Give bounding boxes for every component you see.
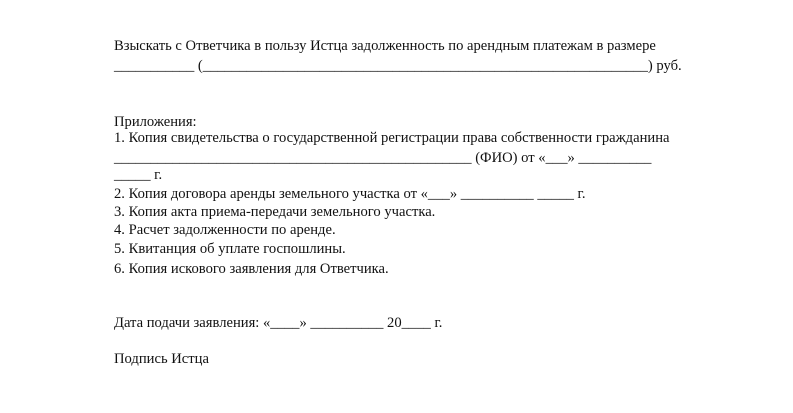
attachment-item-2: 2. Копия договора аренды земельного участка от «___» __________ _____ г. [114,186,586,202]
claim-amount-line: ___________ (_____________________________________________________________) руб. [114,58,682,74]
plaintiff-signature-label: Подпись Истца [114,351,209,367]
attachment-item-5: 5. Квитанция об уплате госпошлины. [114,241,346,257]
filing-date-line: Дата подачи заявления: «____» __________ 20____ г. [114,315,443,331]
attachment-item-3: 3. Копия акта приема-передачи земельного участка. [114,204,436,220]
attachment-item-6: 6. Копия искового заявления для Ответчика. [114,261,389,277]
attachment-item-1-line-2: _________________________________________________ (ФИО) от «___» __________ [114,150,652,166]
claim-text-line-1: Взыскать с Ответчика в пользу Истца задолженность по арендным платежам в размере [114,38,656,54]
attachment-item-4: 4. Расчет задолженности по аренде. [114,222,336,238]
attachment-item-1-line-1: 1. Копия свидетельства о государственной регистрации права собственности гражданина [114,130,670,146]
attachment-item-1-line-3: _____ г. [114,167,163,183]
attachments-heading: Приложения: [114,114,197,130]
